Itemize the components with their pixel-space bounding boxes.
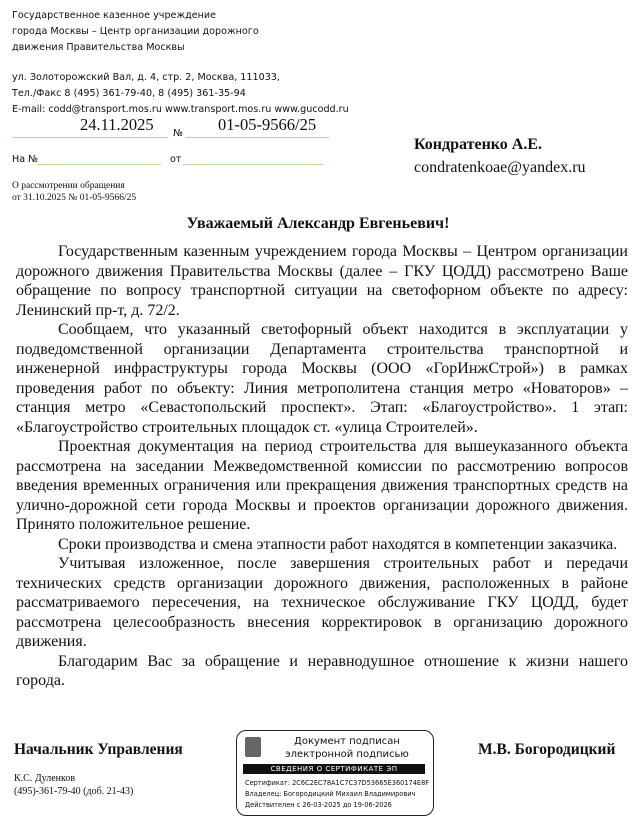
subject-line: О рассмотрении обращения [12,181,125,191]
ref-number-label: На № [12,154,39,165]
recipient-name: Кондратенко А.Е. [414,136,543,153]
date-underline [12,137,168,138]
letter-date: 24.11.2025 [80,115,154,134]
electronic-signature-stamp [236,730,434,816]
ref-from-underline [183,164,323,165]
signer-position: Начальник Управления [14,741,183,758]
paragraph: Проектная документация на период строительства для вышеуказанного объекта рассмотрена на заседании Межведомственной комиссии по рассмотрению вопросов введения временных ограничения или прекращения движения транспортных средств на улично-дорожной сети города Москвы и проектов организации дорожного движения. Принято положительное решение. [16,438,628,533]
organization-contacts [12,70,349,118]
paragraph: Учитывая изложенное, после завершения строительных работ и передачи технических средств организации дорожного движения, расположенных в районе рассматриваемого пересечения, на техническое обслуживание ГКУ ЦОДД, будет рассмотрена целесообразность внесения корректировок в организацию дорожного движения. [16,555,628,650]
certificate-validity: Действителен с 26-03-2025 до 19-06-2026 [245,801,392,809]
number-underline [185,137,329,138]
paragraph: Сообщаем, что указанный светофорный объект находится в эксплуатации у подведомственной организации Департамента строительства транспортной и инженерной инфраструктуры города Москвы (ООО «ГорИнжСтрой») в рамках проведения работ по объекту: Линия метрополитена станция метро «Новаторов» – станция метро «Севастопольский проспект». Этап: «Благоустройство». 1 этап: «Благоустройство строительных площадок ст. «улица Строителей». [16,321,628,436]
paragraph: Сроки производства и смена этапности работ находятся в компетенции заказчика. [58,535,618,553]
stamp-details [245,778,429,811]
recipient-email: condratenkoae@yandex.ru [414,159,586,176]
certificate-number: Сертификат: 2C6C2EC78A1C7C37D53665E360174E8F [245,779,430,787]
signer-name: М.В. Богородицкий [478,741,616,758]
letter-subject [12,180,136,204]
number-label: № [173,128,183,139]
paragraph: Государственным казенным учреждением города Москвы – Центром организации дорожного движения Правительства Москвы (далее – ГКУ ЦОДД) рассмотрено Ваше обращение по вопросу транспортной ситуации на светофорном объекте по адресу: Ленинский пр-т, д. 72/2. [16,243,628,319]
executor [14,772,133,798]
stamp-title-line: электронной подписью [285,749,409,760]
greeting: Уважаемый Александр Евгеньевич! [186,215,450,232]
ref-from-label: от [170,154,182,165]
phone-line: Тел./Факс 8 (495) 361-79-40, 8 (495) 361-35-94 [12,88,246,99]
certificate-owner: Владелец: Богородицкий Михаил Владимирович [245,790,416,798]
email-line: E-mail: codd@transport.mos.ru www.transport.mos.ru www.gucodd.ru [12,104,349,115]
recipient [414,133,586,179]
org-line: города Москвы – Центр организации дорожного [12,26,259,37]
stamp-title [267,735,427,761]
org-line: движения Правительства Москвы [12,42,185,53]
letter-number: 01-05-9566/25 [218,115,317,134]
address-line: ул. Золоторожский Вал, д. 4, стр. 2, Москва, 111033, [12,72,280,83]
executor-phone: (495)-361-79-40 (доб. 21-43) [14,786,134,797]
ref-number-underline [37,164,161,165]
executor-name: К.С. Дуленков [14,773,76,784]
moscow-emblem-icon [245,737,261,757]
paragraph: Благодарим Вас за обращение и неравнодушное отношение к жизни нашего города. [16,652,628,689]
letter-body [16,242,628,691]
subject-line: от 31.10.2025 № 01-05-9566/25 [12,193,137,203]
stamp-title-line: Документ подписан [294,736,400,747]
organization-name [12,8,259,56]
org-line: Государственное казенное учреждение [12,10,217,21]
stamp-certificate-header: СВЕДЕНИЯ О СЕРТИФИКАТЕ ЭП [243,764,425,774]
